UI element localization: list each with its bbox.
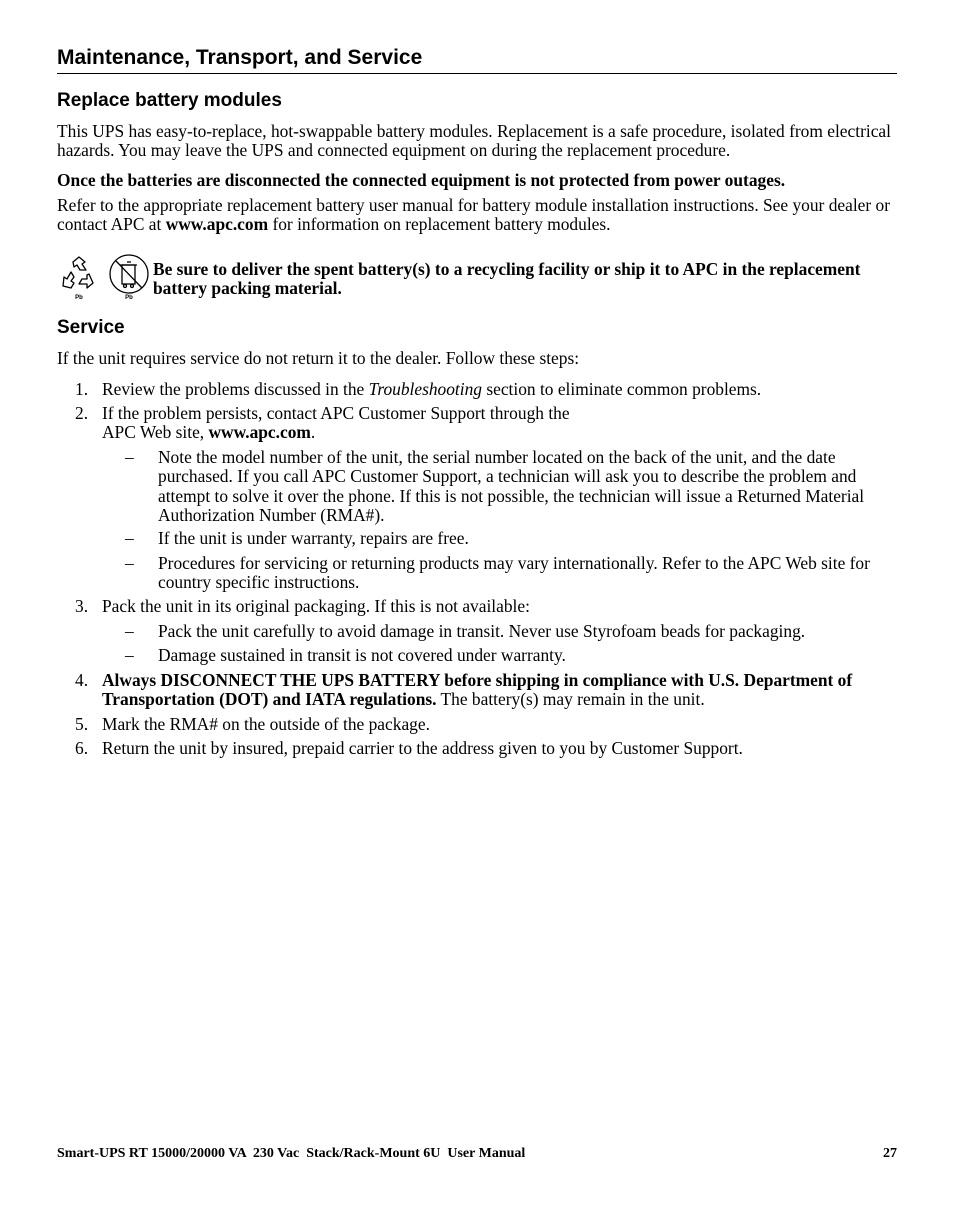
recycling-icons: [57, 253, 151, 305]
pb-label: Pb: [125, 295, 133, 301]
replace-intro-paragraph: This UPS has easy-to-replace, hot-swappable battery modules. Replacement is a safe procedure, isolated from electrical hazards. You may leave the UPS and connected equipment on during the replacement procedure.: [57, 121, 891, 161]
section-heading-service: Service: [57, 317, 125, 338]
recycle-icon: [57, 253, 101, 305]
no-trash-bin-icon: [107, 253, 151, 305]
manual-title: Smart-UPS RT 15000/20000 VA 230 Vac Stack/Rack-Mount 6U User Manual: [57, 1146, 526, 1161]
section-heading-replace-battery: Replace battery modules: [57, 90, 282, 111]
replacement-manual-paragraph: Refer to the appropriate replacement battery user manual for battery module installation instructions. See your dealer or contact APC at www.apc.com for information on replacement battery modules.: [57, 195, 891, 235]
pb-label: Pb: [75, 295, 83, 301]
apc-website-link[interactable]: www.apc.com: [165, 214, 269, 235]
apc-website-link[interactable]: www.apc.com: [208, 422, 311, 443]
recycling-notice: Be sure to deliver the spent battery(s) to a recycling facility or ship it to APC in the replacement battery packing material.: [153, 259, 861, 299]
service-intro-paragraph: If the unit requires service do not return it to the dealer. Follow these steps:: [57, 348, 580, 368]
warning-paragraph: Once the batteries are disconnected the connected equipment is not protected from power outages.: [57, 170, 786, 190]
manual-page: Maintenance, Transport, and Service Replace battery modules This UPS has easy-to-replace, hot-swappable battery modules. Replacement is a safe procedure, isolated from electrical hazards. You may leave the UPS and connected equipment on during the replacement procedure. Once the batteries are disconnected the connected equipment is not protected from power outages. Refer to the appropriate replacement battery user manual for battery module installation instructions. See your dealer or contact APC at www.apc.com for information on replacement battery modules. Pb Pb Be sure to deliver the spent battery(s) to a recycling facility or ship it to APC in the replacement battery packing material. Service If the unit requires service do not return it to the dealer. Follow these steps: 1. Review the problems discussed in the Troubleshooting section to eliminate common problems. 2. If the problem persists, contact APC Customer Support through the APC Web site, www.apc.com. – Note the model number of the unit, the serial number located on the back of the unit, and the date purchased. If you call APC Customer Support, a technician will ask you to describe the problem and attempt to solve it over the phone. If this is not possible, the technician will issue a Returned Material Authorization Number (RMA#). – If the unit is under warranty, repairs are free. – Procedures for servicing or returning products may vary internationally. Refer to the APC Web site for country specific instructions. 3. Pack the unit in its original packaging. If this is not available: – Pack the unit carefully to avoid damage in transit. Never use Styrofoam beads for packaging. – Damage sustained in transit is not covered under warranty. 4. Always DISCONNECT THE UPS BATTERY before shipping in compliance with U.S. Department of Transportation (DOT) and IATA regulations. The battery(s) may remain in the unit. 5. Mark the RMA# on the outside of the package. 6. Return the unit by insured, prepaid carrier to the address given to you by Customer Support. Smart-UPS RT 15000/20000 VA 230 Vac Stack/Rack-Mount 6U User Manual 27: [57, 46, 897, 1161]
page-number: 27: [883, 1146, 897, 1161]
page-title: Maintenance, Transport, and Service: [57, 44, 897, 74]
